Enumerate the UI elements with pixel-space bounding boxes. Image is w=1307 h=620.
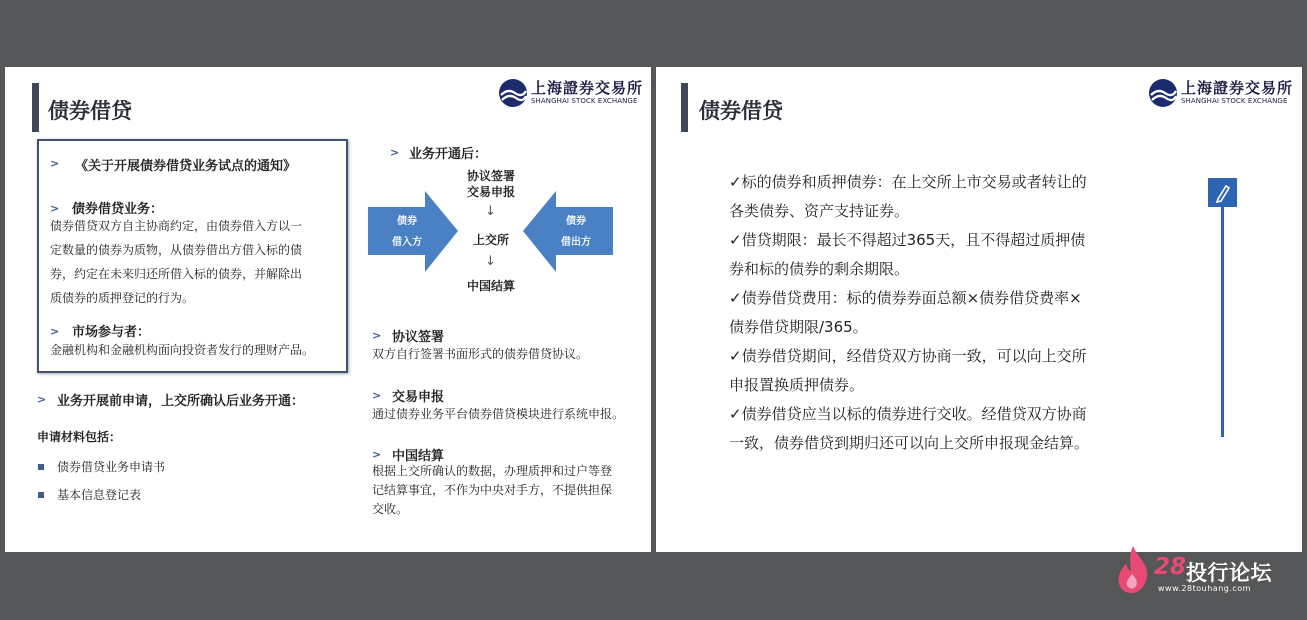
down-arrow-icon: ↓ <box>485 254 496 269</box>
policy-box <box>37 139 348 373</box>
logo-chinese-name: 上海證券交易所 <box>1181 79 1294 97</box>
rule-line-7: ✓债券借贷期间，经借贷双方协商一致，可以向上交所 <box>729 347 1087 365</box>
step-1-text: 双方自行签署书面形式的债券借贷协议。 <box>372 347 589 361</box>
step-3-heading: 中国结算 <box>392 449 445 464</box>
participants-text: 金融机构和金融机构面向投资者发行的理财产品。 <box>50 343 315 357</box>
business-line-4: 质债券的质押登记的行为。 <box>50 291 195 305</box>
rule-line-2: 各类债券、资产支持证券。 <box>729 202 910 220</box>
chevron-icon: > <box>37 393 47 406</box>
rule-line-5: ✓债券借贷费用：标的债券券面总额×债券借贷费率× <box>729 289 1082 307</box>
business-description <box>50 214 302 310</box>
rules-text-block <box>729 168 1139 458</box>
chevron-icon: > <box>390 146 400 159</box>
left-slide <box>5 67 651 552</box>
pencil-icon <box>1208 178 1237 207</box>
rule-line-1: ✓标的债券和质押债券：在上交所上市交易或者转让的 <box>729 173 1087 191</box>
flow-bottom-node: 中国结算 <box>466 279 515 293</box>
apply-heading: 业务开展前申请，上交所确认后业务开通： <box>57 394 305 409</box>
participants-heading: 市场参与者： <box>72 325 151 340</box>
sse-logo <box>1148 78 1293 108</box>
flow-top-node <box>461 168 521 200</box>
watermark-name: 投行论坛 <box>1186 561 1272 585</box>
rule-line-4: 券和标的债券的剩余期限。 <box>729 260 910 278</box>
notice-title: 《关于开展债券借贷业务试点的通知》 <box>75 159 297 174</box>
material-item-1: 债券借贷业务申请书 <box>57 460 166 474</box>
watermark-number: 28 <box>1154 554 1187 580</box>
sse-logo <box>498 78 643 108</box>
step-3-text: 根据上交所确认的数据，办理质押和过户等登 记结算事宜，不作为中央对手方，不提供担保 交收。 <box>372 464 613 516</box>
watermark-url: www.28touhang.com <box>1158 584 1251 593</box>
accent-vertical-rule <box>1221 207 1224 437</box>
bullet-square-icon <box>38 492 44 498</box>
logo-chinese-name: 上海證券交易所 <box>531 79 644 97</box>
flame-logo-icon <box>1114 544 1152 596</box>
chevron-icon: > <box>50 202 60 215</box>
flow-top-line-1: 协议签署 <box>466 169 515 183</box>
lender-label: 债券 借出方 <box>561 216 591 248</box>
business-line-2: 定数量的债券为质物，从债券借出方借入标的债 <box>50 243 303 257</box>
down-arrow-icon: ↓ <box>485 204 496 219</box>
rule-line-10: 一致，债券借贷到期归还可以向上交所申报现金结算。 <box>729 434 1090 452</box>
opened-heading: 业务开通后： <box>409 147 488 162</box>
bullet-square-icon <box>38 464 44 470</box>
logo-english-name: SHANGHAI STOCK EXCHANGE <box>531 97 638 105</box>
chevron-icon: > <box>372 329 382 342</box>
business-line-3: 券，约定在未来归还所借入标的债券，并解除出 <box>50 267 303 281</box>
step-2-text: 通过债券业务平台债券借贷模块进行系统申报。 <box>372 407 625 421</box>
business-line-1: 债券借贷双方自主协商约定，由债券借入方以一 <box>50 219 303 233</box>
sse-emblem-icon <box>1148 78 1178 108</box>
rule-line-6: 债券借贷期限/365。 <box>729 318 868 336</box>
chevron-icon: > <box>372 448 382 461</box>
right-slide <box>656 67 1302 552</box>
rule-line-8: 申报置换质押债券。 <box>729 376 865 394</box>
chevron-icon: > <box>50 157 60 170</box>
logo-english-name: SHANGHAI STOCK EXCHANGE <box>1181 97 1288 105</box>
sse-emblem-icon <box>498 78 528 108</box>
chevron-icon: > <box>50 325 60 338</box>
materials-label: 申请材料包括： <box>37 430 122 444</box>
material-item-2: 基本信息登记表 <box>57 488 142 502</box>
rule-line-9: ✓债券借贷应当以标的债券进行交收。经借贷双方协商 <box>729 405 1087 423</box>
slide-title: 债券借贷 <box>699 99 783 123</box>
flow-center-node: 上交所 <box>472 233 509 247</box>
business-heading: 债券借贷业务： <box>72 202 164 217</box>
chevron-icon: > <box>372 389 382 402</box>
slide-title: 债券借贷 <box>48 99 132 123</box>
step-2-heading: 交易申报 <box>392 390 445 405</box>
title-accent-bar <box>32 83 39 132</box>
title-accent-bar <box>681 83 688 132</box>
borrower-label: 债券 借入方 <box>392 216 422 248</box>
rule-line-3: ✓借贷期限：最长不得超过365天，且不得超过质押债 <box>729 231 1086 249</box>
flow-top-line-2: 交易申报 <box>466 185 515 199</box>
step-1-heading: 协议签署 <box>392 330 445 345</box>
site-watermark <box>1114 544 1284 596</box>
